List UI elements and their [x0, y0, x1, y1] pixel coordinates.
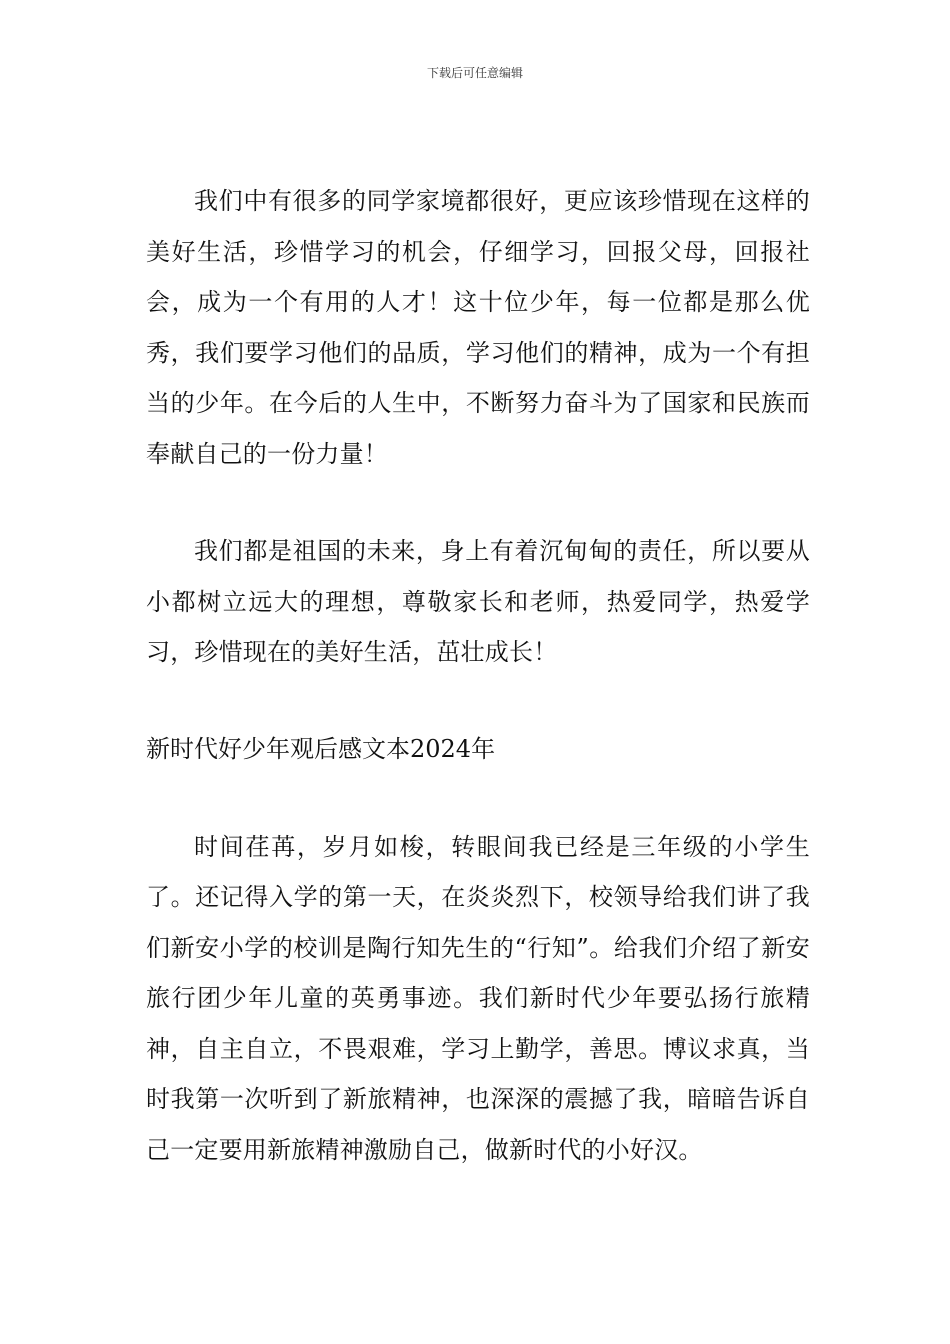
paragraph-3: 时间荏苒，岁月如梭，转眼间我已经是三年级的小学生了。还记得入学的第一天，在炎炎烈下，校领导给我们讲了我们新安小学的校训是陶行知先生的“行知”。给我们介绍了新安旅行团少年儿童的英勇事迹。我们新时代少年要弘扬行旅精神，自主自立，不畏艰难，学习上勤学，善思。博议求真，当时我第一次听到了新旅精神，也深深的震撼了我，暗暗告诉自己一定要用新旅精神激励自己，做新时代的小好汉。 [146, 832, 810, 1164]
paragraph-2: 我们都是祖国的未来，身上有着沉甸甸的责任，所以要从小都树立远大的理想，尊敬家长和老师，热爱同学，热爱学习，珍惜现在的美好生活，茁壮成长！ [146, 537, 810, 666]
paragraph-1: 我们中有很多的同学家境都很好，更应该珍惜现在这样的美好生活，珍惜学习的机会，仔细学习，回报父母，回报社会，成为一个有用的人才！这十位少年，每一位都是那么优秀，我们要学习他们的品质，学习他们的精神，成为一个有担当的少年。在今后的人生中，不断努力奋斗为了国家和民族而奉献自己的一份力量！ [146, 187, 810, 468]
document-body [146, 176, 810, 1175]
section-title: 新时代好少年观后感文本2024年 [146, 734, 496, 763]
page-header: 下载后可任意编辑 [426, 66, 523, 80]
